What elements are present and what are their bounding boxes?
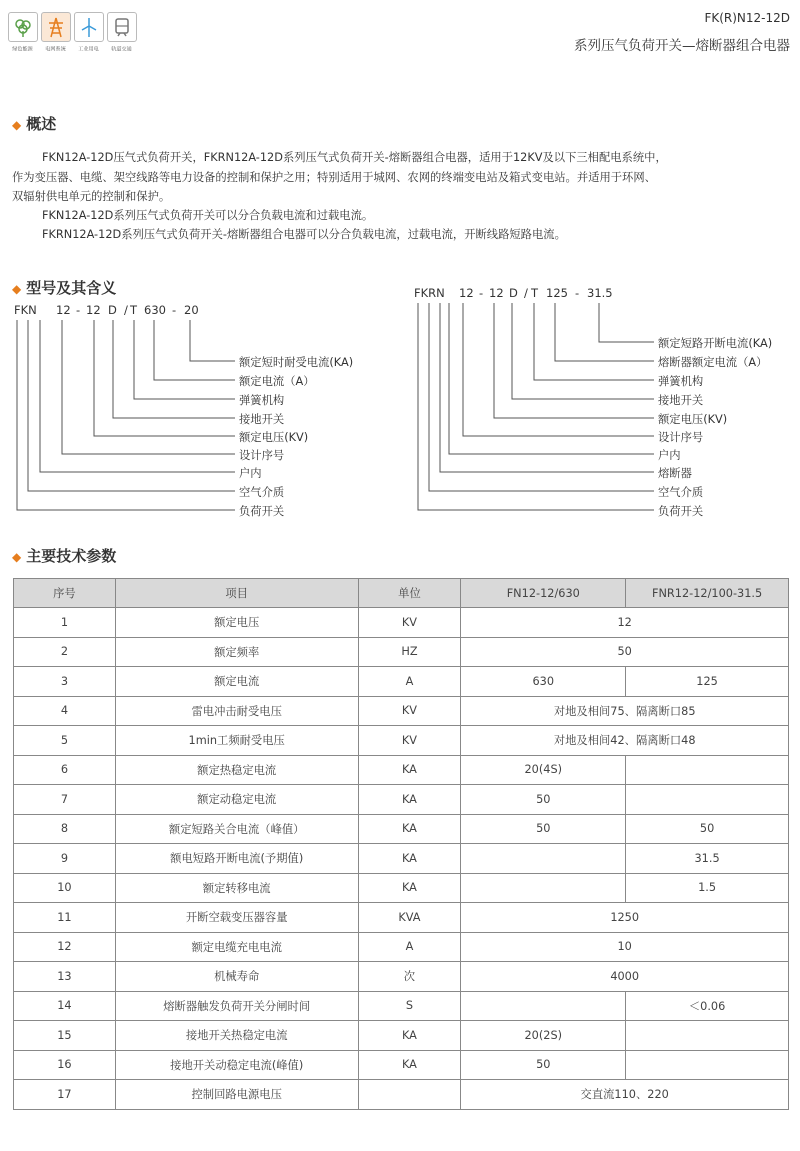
row-number-cell: 14 — [14, 991, 116, 1021]
model-code-part: 630 — [144, 303, 166, 317]
unit-cell: KA — [358, 755, 461, 785]
row-number-cell: 5 — [14, 726, 116, 756]
row-number-cell: 15 — [14, 1021, 116, 1051]
row-number-cell: 11 — [14, 903, 116, 933]
model-code-part: - — [172, 303, 177, 317]
item-cell: 额定短路关合电流（峰值） — [115, 814, 358, 844]
model-meaning-label: 空气介质 — [658, 486, 704, 499]
model-meaning-label: 负荷开关 — [658, 505, 704, 518]
table-row — [14, 726, 789, 756]
value-cell-fnr: 1.5 — [626, 873, 789, 903]
item-cell: 额定热稳定电流 — [115, 755, 358, 785]
value-cell: 50 — [461, 637, 789, 667]
value-cell-fnr: 31.5 — [626, 844, 789, 874]
value-cell-fn — [461, 844, 626, 874]
item-cell: 接地开关热稳定电流 — [115, 1021, 358, 1051]
overview-line: 双辐射供电单元的控制和保护。 — [12, 190, 171, 203]
model-code-part: 12 — [56, 303, 71, 317]
model-meaning-label: 户内 — [658, 449, 681, 462]
unit-cell: KA — [358, 1050, 461, 1080]
category-label: 电网系统 — [45, 46, 66, 53]
row-number-cell: 16 — [14, 1050, 116, 1080]
value-cell: 10 — [461, 932, 789, 962]
table-row — [14, 667, 789, 697]
unit-cell: HZ — [358, 637, 461, 667]
model-meaning-label: 额定电流（A） — [239, 375, 315, 388]
item-cell: 接地开关动稳定电流(峰值) — [115, 1050, 358, 1080]
model-meaning-label: 设计序号 — [658, 431, 704, 444]
item-cell: 开断空载变压器容量 — [115, 903, 358, 933]
table-header-row — [14, 579, 789, 608]
unit-cell: KA — [358, 1021, 461, 1051]
item-cell: 1min工频耐受电压 — [115, 726, 358, 756]
value-cell: 交直流110、220 — [461, 1080, 789, 1110]
value-cell-fn: 50 — [461, 1050, 626, 1080]
value-cell-fnr: 125 — [626, 667, 789, 697]
table-row — [14, 932, 789, 962]
model-heading: ◆ 型号及其含义 — [12, 279, 117, 297]
model-code-part: / — [524, 286, 528, 300]
value-cell-fnr: 50 — [626, 814, 789, 844]
unit-cell: KA — [358, 814, 461, 844]
row-number-cell: 12 — [14, 932, 116, 962]
model-meaning-label: 弹簧机构 — [658, 375, 704, 388]
overview-line: FKRN12A-12D系列压气式负荷开关-熔断器组合电器可以分合负载电流，过载电流，开断线路短路电流。 — [42, 228, 566, 241]
model-code-part: / — [124, 303, 128, 317]
item-cell: 额定电压 — [115, 608, 358, 638]
model-meaning-label: 设计序号 — [239, 449, 285, 462]
table-row — [14, 1080, 789, 1110]
model-code-part: D — [108, 303, 117, 317]
unit-cell: KVA — [358, 903, 461, 933]
overview-line: FKN12A-12D系列压气式负荷开关可以分合负载电流和过载电流。 — [42, 209, 374, 222]
model-code-part: - — [479, 286, 484, 300]
table-row — [14, 1050, 789, 1080]
value-cell: 对地及相间42、隔离断口48 — [461, 726, 789, 756]
value-cell-fnr: ＜0.06 — [626, 991, 789, 1021]
value-cell: 12 — [461, 608, 789, 638]
unit-cell: KV — [358, 608, 461, 638]
item-cell: 额电短路开断电流(予期值) — [115, 844, 358, 874]
model-code-part: T — [130, 303, 138, 317]
model-meaning-label: 接地开关 — [658, 394, 704, 407]
unit-cell: A — [358, 667, 461, 697]
model-code-part: 12 — [459, 286, 474, 300]
category-label: 轨道交通 — [111, 46, 132, 53]
value-cell-fn: 50 — [461, 785, 626, 815]
unit-cell: 次 — [358, 962, 461, 992]
diamond-icon: ◆ — [12, 282, 22, 296]
unit-cell — [358, 1080, 461, 1110]
item-cell: 熔断器触发负荷开关分闸时间 — [115, 991, 358, 1021]
params-table — [13, 578, 789, 1110]
value-cell-fn — [461, 873, 626, 903]
row-number-cell: 8 — [14, 814, 116, 844]
value-cell-fn: 20(2S) — [461, 1021, 626, 1051]
row-number-cell: 13 — [14, 962, 116, 992]
model-meaning-label: 负荷开关 — [239, 505, 285, 518]
table-row — [14, 814, 789, 844]
overview-line: 作为变压器、电缆、架空线路等电力设备的控制和保护之用；特别适用于城网、农网的终端变电站及箱式变电站。并适用于环网、 — [12, 171, 656, 184]
item-cell: 额定转移电流 — [115, 873, 358, 903]
value-cell-fnr — [626, 755, 789, 785]
model-code-part: 31.5 — [587, 286, 613, 300]
header-cell: FN12-12/630 — [461, 579, 626, 608]
row-number-cell: 2 — [14, 637, 116, 667]
overview-heading: ◆ 概述 — [12, 115, 57, 133]
table-row — [14, 755, 789, 785]
table-row — [14, 844, 789, 874]
diamond-icon: ◆ — [12, 118, 22, 132]
value-cell-fn — [461, 991, 626, 1021]
row-number-cell: 7 — [14, 785, 116, 815]
table-row — [14, 608, 789, 638]
row-number-cell: 3 — [14, 667, 116, 697]
unit-cell: KA — [358, 873, 461, 903]
unit-cell: A — [358, 932, 461, 962]
model-code-part: D — [509, 286, 518, 300]
value-cell: 对地及相间75、隔离断口85 — [461, 696, 789, 726]
overview-line: FKN12A-12D压气式负荷开关，FKRN12A-12D系列压气式负荷开关-熔断器组合电器，适用于12KV及以下三相配电系统中， — [42, 151, 667, 164]
table-row — [14, 696, 789, 726]
row-number-cell: 10 — [14, 873, 116, 903]
model-meaning-label: 弹簧机构 — [239, 394, 285, 407]
model-code-part: 20 — [184, 303, 199, 317]
item-cell: 控制回路电源电压 — [115, 1080, 358, 1110]
item-cell: 额定动稳定电流 — [115, 785, 358, 815]
header-cell: 序号 — [14, 579, 116, 608]
model-meaning-label: 熔断器 — [658, 467, 692, 480]
model-code-part: FKN — [14, 303, 37, 317]
table-row — [14, 962, 789, 992]
unit-cell: KV — [358, 696, 461, 726]
value-cell-fn: 20(4S) — [461, 755, 626, 785]
item-cell: 额定电缆充电电流 — [115, 932, 358, 962]
model-meaning-label: 额定短时耐受电流(KA) — [239, 356, 354, 369]
value-cell-fnr — [626, 785, 789, 815]
header-cell: 项目 — [115, 579, 358, 608]
model-code-part: 12 — [86, 303, 101, 317]
unit-cell: KV — [358, 726, 461, 756]
model-meaning-label: 额定电压(KV) — [239, 431, 309, 444]
table-row — [14, 637, 789, 667]
table-row — [14, 873, 789, 903]
row-number-cell: 4 — [14, 696, 116, 726]
page-title-series: 系列压气负荷开关—熔断器组合电器 — [574, 38, 790, 54]
header-cell: 单位 — [358, 579, 461, 608]
table-row — [14, 903, 789, 933]
item-cell: 机械寿命 — [115, 962, 358, 992]
model-meaning-label: 熔断器额定电流（A） — [658, 356, 768, 369]
item-cell: 雷电冲击耐受电压 — [115, 696, 358, 726]
model-code-part: - — [76, 303, 81, 317]
row-number-cell: 9 — [14, 844, 116, 874]
row-number-cell: 1 — [14, 608, 116, 638]
model-code-part: 125 — [546, 286, 568, 300]
table-row — [14, 785, 789, 815]
table-row — [14, 991, 789, 1021]
diamond-icon: ◆ — [12, 550, 22, 564]
model-meaning-label: 额定电压(KV) — [658, 413, 728, 426]
value-cell: 1250 — [461, 903, 789, 933]
model-meaning-label: 空气介质 — [239, 486, 285, 499]
model-meaning-label: 额定短路开断电流(KA) — [658, 337, 773, 350]
page-title-model: FK(R)N12-12D — [704, 11, 790, 25]
value-cell: 4000 — [461, 962, 789, 992]
value-cell-fnr — [626, 1050, 789, 1080]
item-cell: 额定频率 — [115, 637, 358, 667]
row-number-cell: 17 — [14, 1080, 116, 1110]
model-code-part: T — [531, 286, 539, 300]
category-label: 绿色能源 — [12, 46, 33, 53]
unit-cell: KA — [358, 785, 461, 815]
model-meaning-label: 接地开关 — [239, 413, 285, 426]
table-row — [14, 1021, 789, 1051]
row-number-cell: 6 — [14, 755, 116, 785]
category-label: 工业用电 — [78, 46, 99, 53]
value-cell-fnr — [626, 1021, 789, 1051]
value-cell-fn: 50 — [461, 814, 626, 844]
model-code-part: FKRN — [414, 286, 445, 300]
model-meaning-label: 户内 — [239, 467, 262, 480]
unit-cell: S — [358, 991, 461, 1021]
model-code-part: - — [575, 286, 580, 300]
unit-cell: KA — [358, 844, 461, 874]
model-code-part: 12 — [489, 286, 504, 300]
item-cell: 额定电流 — [115, 667, 358, 697]
value-cell-fn: 630 — [461, 667, 626, 697]
params-heading: ◆ 主要技术参数 — [12, 547, 117, 565]
header-cell: FNR12-12/100-31.5 — [626, 579, 789, 608]
